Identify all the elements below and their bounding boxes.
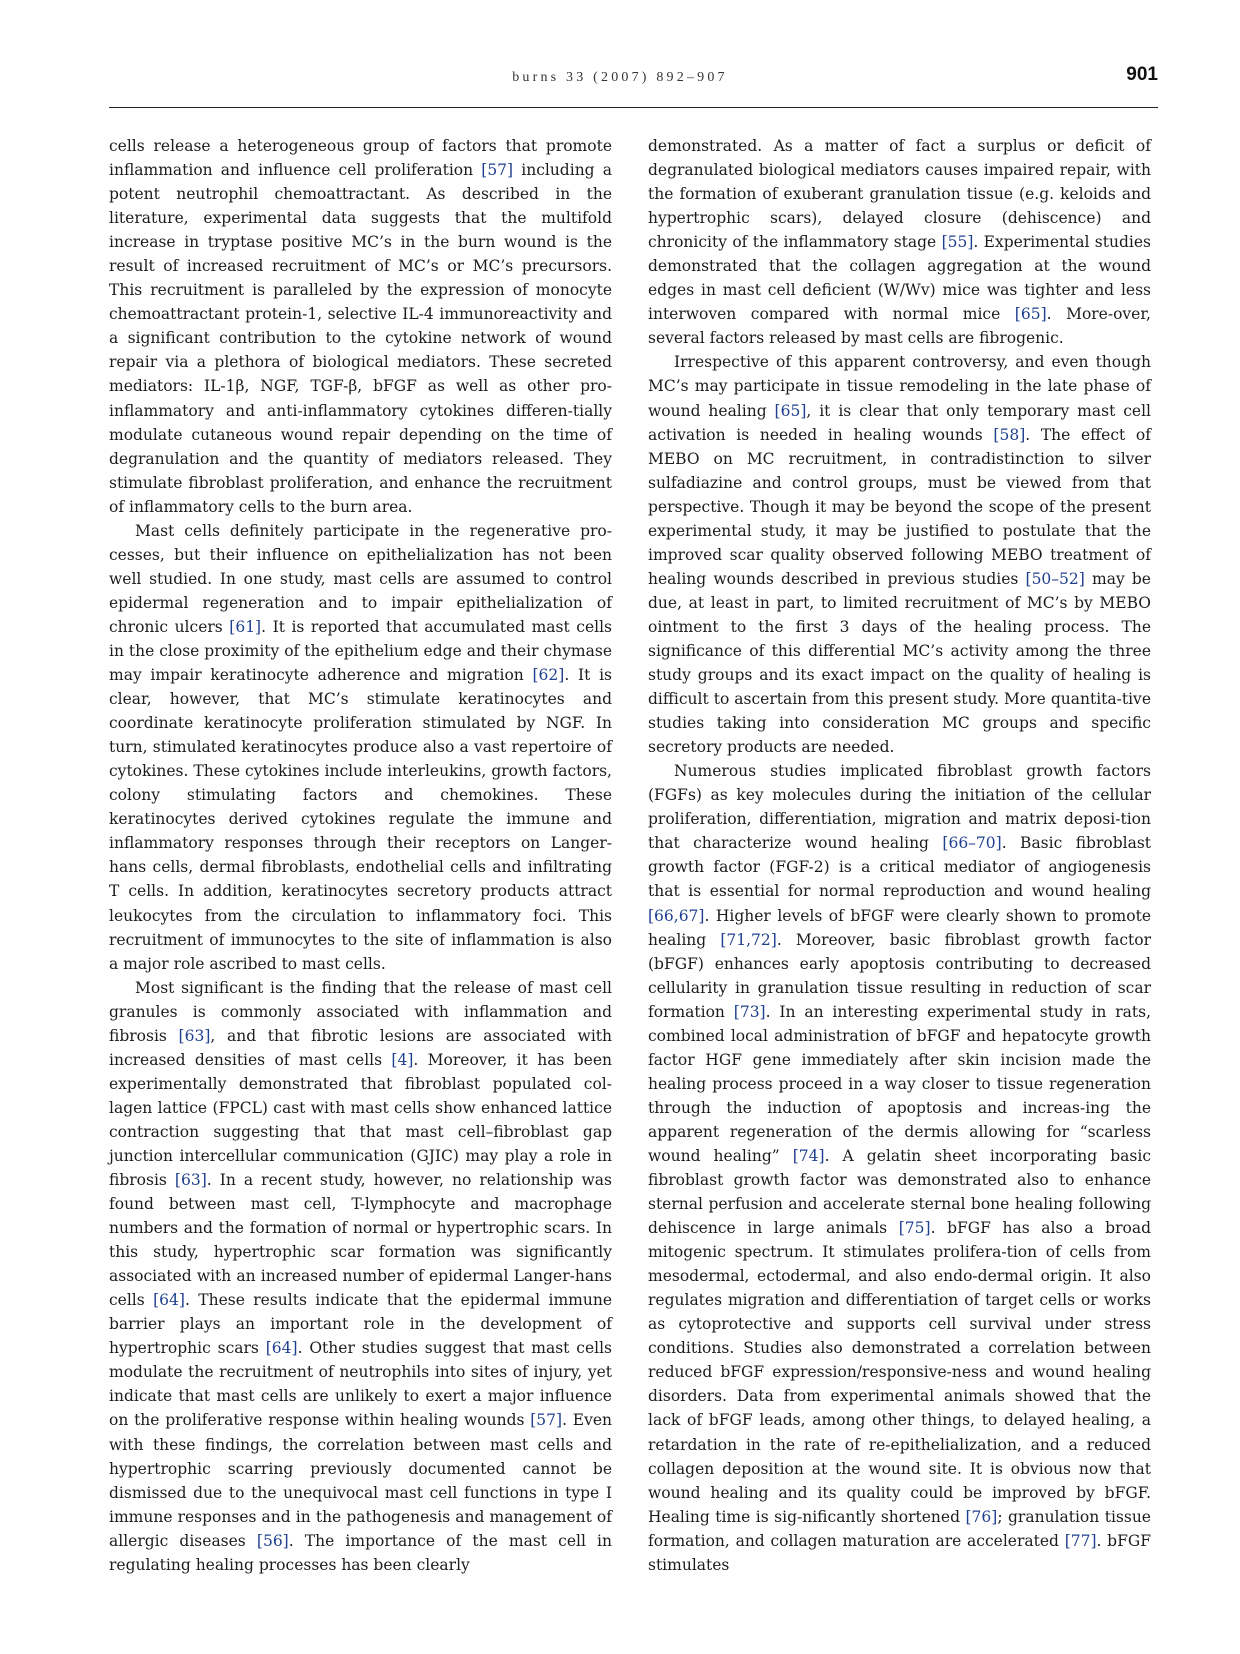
paragraph-text: . Moreover, it has been experimentally demonstrated that fibroblast populated col-lagen lattice (FPCL) cast with mast cells show enhanced lattice contraction suggesting that that mast cell–fibroblast gap junction intercellular communication (GJIC) may play a role in fibrosis <box>109 1050 612 1190</box>
paragraph-text: . A gelatin sheet incorporating basic fibroblast growth factor was demonstrated also to enhance sternal perfusion and accelerate sternal bone healing following dehiscence in large animals <box>648 1146 1152 1238</box>
paragraph-text: . More-over, several factors released by mast cells are fibrogenic. <box>648 305 1151 348</box>
paragraph-text: , and that fibrotic lesions are associated with increased densities of mast cells <box>109 1026 612 1069</box>
citation-link[interactable]: [64] <box>265 1339 298 1358</box>
paragraph-text: . Experimental studies demonstrated that the collagen aggregation at the wound edges in mast cell deficient (W/Wv) mice was tighter and less interwoven compared with normal mice <box>648 233 1151 324</box>
citation-link[interactable]: [62] <box>532 666 565 685</box>
citation-link[interactable]: [76] <box>965 1507 998 1526</box>
paragraph-text: . These results indicate that the epidermal immune barrier plays an important role in the development of hypertrophic scars <box>109 1291 612 1358</box>
paragraph-text: . bFGF has also a broad mitogenic spectrum. It stimulates prolifera-tion of cells from mesodermal, ectodermal, and also endo-dermal origin. It also regulates migration and differentiation of target cells or works as cytoprotective and supports cell survival under stress conditions. Studies also demonstrated a correlation between reduced bFGF expression/responsive-ness and wound healing disorders. Data from experimental animals showed that the lack of bFGF leads, among other things, to delayed healing, a retardation in the rate of re-epithelialization, and a reduced collagen deposition at the wound site. It is obvious now that wound healing and its quality could be improved by bFGF. Healing time is sig-nificantly shortened <box>648 1219 1152 1526</box>
citation-link[interactable]: [63] <box>174 1171 207 1190</box>
paragraph <box>109 519 612 976</box>
paragraph-text: . It is clear, however, that MC’s stimulate keratinocytes and coordinate keratinocyte proliferation stimulated by NGF. In turn, stimulated keratinocytes produce also a vast repertoire of cytokines. These cytokines include interleukins, growth factors, colony stimulating factors and chemokines. These keratinocytes derived cytokines regulate the immune and inflammatory responses through their receptors on Langer-hans cells, dermal fibroblasts, endothelial cells and infiltrating T cells. In addition, keratinocytes secretory products attract leukocytes from the circulation to inflammatory foci. This recruitment of immunocytes to the site of inflammation is also a major role ascribed to mast cells. <box>109 666 613 973</box>
citation-link[interactable]: [50–52] <box>1025 569 1085 588</box>
citation-link[interactable]: [57] <box>530 1411 563 1430</box>
paragraph-text: . bFGF stimulates <box>648 1531 1151 1574</box>
paragraph-text: . Higher levels of bFGF were clearly shown to promote healing <box>648 906 1151 949</box>
paragraph-text: Mast cells definitely participate in the regenerative pro-cesses, but their influence on epithelialization has not been well studied. In one study, mast cells are assumed to control epidermal regeneration and to impair epithelialization of chronic ulcers <box>109 521 612 636</box>
paragraph-text: . It is reported that accumulated mast cells in the close proximity of the epithelium edge and their chymase may impair keratinocyte adherence and migration <box>109 617 612 685</box>
paragraph-text: cells release a heterogeneous group of factors that promote inflammation and influence cell proliferation <box>109 137 612 180</box>
paragraph-text: . Moreover, basic fibroblast growth factor (bFGF) enhances early apoptosis contributing to decreased cellularity in granulation tissue resulting in reduction of scar formation <box>648 930 1151 1021</box>
citation-link[interactable]: [4] <box>391 1050 414 1069</box>
paragraph-text: including a potent neutrophil chemoattractant. As described in the literature, experimental data suggests that the multifold increase in tryptase positive MC’s in the burn wound is the result of increased recruitment of MC’s or MC’s precursors. This recruitment is paralleled by the expression of monocyte chemoattractant protein-1, selective IL-4 immunoreactivity and a significant contribution to the cytokine network of wound repair via a plethora of biological mediators. These secreted mediators: IL-1β, NGF, TGF-β, bFGF as well as other pro-inflammatory and anti-inflammatory cytokines differen-tially modulate cutaneous wound repair depending on the time of degranulation and the quantity of mediators released. They stimulate fibroblast proliferation, and enhance the recruitment of inflammatory cells to the burn area. <box>109 161 612 516</box>
paragraph-text: . The effect of MEBO on MC recruitment, in contradistinction to silver sulfadiazine and control groups, must be viewed from that perspective. Though it may be beyond the scope of the present experimental study, it may be justified to postulate that the improved scar quality observed following MEBO treatment of healing wounds described in previous studies <box>648 425 1151 588</box>
right-column <box>648 134 1151 1577</box>
paragraph-text: . In an interesting experimental study in rats, combined local administration of bFGF and hepatocyte growth factor HGF gene immediately after skin incision made the healing process proceed in a way closer to tissue regeneration through the induction of apoptosis and increas-ing the apparent regeneration of the dermis allowing for “scarless wound healing” <box>648 1002 1151 1165</box>
citation-link[interactable]: [58] <box>993 425 1026 444</box>
citation-link[interactable]: [65] <box>1014 305 1047 324</box>
citation-link[interactable]: [75] <box>898 1219 931 1238</box>
running-head: burns 33 (2007) 892–907 <box>512 70 728 85</box>
paragraph-text: , it is clear that only temporary mast cell activation is needed in healing wounds <box>648 401 1151 444</box>
citation-link[interactable]: [56] <box>256 1531 289 1550</box>
citation-link[interactable]: [66–70] <box>942 834 1002 853</box>
paragraph-text: ; granulation tissue formation, and collagen maturation are accelerated <box>648 1507 1151 1550</box>
citation-link[interactable]: [63] <box>178 1026 211 1045</box>
citation-link[interactable]: [71,72] <box>720 930 777 949</box>
citation-link[interactable]: [57] <box>481 161 514 180</box>
paragraph-text: . The importance of the mast cell in regulating healing processes has been clearly <box>109 1531 612 1574</box>
paragraph <box>109 134 612 519</box>
citation-link[interactable]: [66,67] <box>648 906 705 925</box>
left-column <box>109 134 612 1577</box>
paragraph-text: . Basic fibroblast growth factor (FGF-2) is a critical mediator of angiogenesis that is essential for normal reproduction and wound healing <box>648 834 1151 901</box>
paragraph-text: may be due, at least in part, to limited recruitment of MC’s by MEBO ointment to the first 3 days of the healing process. The significance of this differential MC’s activity among the three study groups and its exact impact on the quality of healing is difficult to ascertain from this present study. More quantita-tive studies taking into consideration MC groups and specific secretory products are needed. <box>648 569 1151 757</box>
paragraph <box>109 976 612 1577</box>
citation-link[interactable]: [64] <box>153 1291 185 1310</box>
paragraph-text: demonstrated. As a matter of fact a surplus or deficit of degranulated biological mediators causes impaired repair, with the formation of exuberant granulation tissue (e.g. keloids and hypertrophic scars), delayed closure (dehiscence) and chronicity of the inflammatory stage <box>648 137 1151 252</box>
paragraph-text: . In a recent study, however, no relationship was found between mast cell, T-lymphocyte and macrophage numbers and the formation of normal or hypertrophic scars. In this study, hypertrophic scar formation was significantly associated with an increased number of epidermal Langer-hans cells <box>109 1171 612 1310</box>
paragraph-text: . Other studies suggest that mast cells modulate the recruitment of neutrophils into sites of injury, yet indicate that mast cells are unlikely to exert a major influence on the proliferative response within healing wounds <box>109 1339 613 1430</box>
citation-link[interactable]: [61] <box>229 617 262 636</box>
paragraph <box>648 134 1151 350</box>
citation-link[interactable]: [74] <box>792 1146 825 1165</box>
paragraph-text: Irrespective of this apparent controversy, and even though MC’s may participate in tissue remodeling in the late phase of wound healing <box>648 353 1151 420</box>
header-rule <box>109 107 1158 108</box>
paragraph-text: . Even with these findings, the correlation between mast cells and hypertrophic scarring previously documented cannot be dismissed due to the unequivocal mast cell functions in type I immune responses and in the pathogenesis and management of allergic diseases <box>109 1411 612 1550</box>
paragraph <box>648 759 1151 1577</box>
citation-link[interactable]: [73] <box>733 1002 766 1021</box>
citation-link[interactable]: [65] <box>774 401 807 420</box>
citation-link[interactable]: [77] <box>1064 1531 1097 1550</box>
paragraph-text: Numerous studies implicated fibroblast growth factors (FGFs) as key molecules during the initiation of the cellular proliferation, differentiation, migration and matrix deposi-tion that characterize wound healing <box>648 762 1151 853</box>
paragraph-text: Most significant is the finding that the release of mast cell granules is commonly associated with inflammation and fibrosis <box>109 978 612 1045</box>
paragraph <box>648 350 1151 759</box>
page-number: 901 <box>1126 64 1158 85</box>
citation-link[interactable]: [55] <box>941 233 974 252</box>
